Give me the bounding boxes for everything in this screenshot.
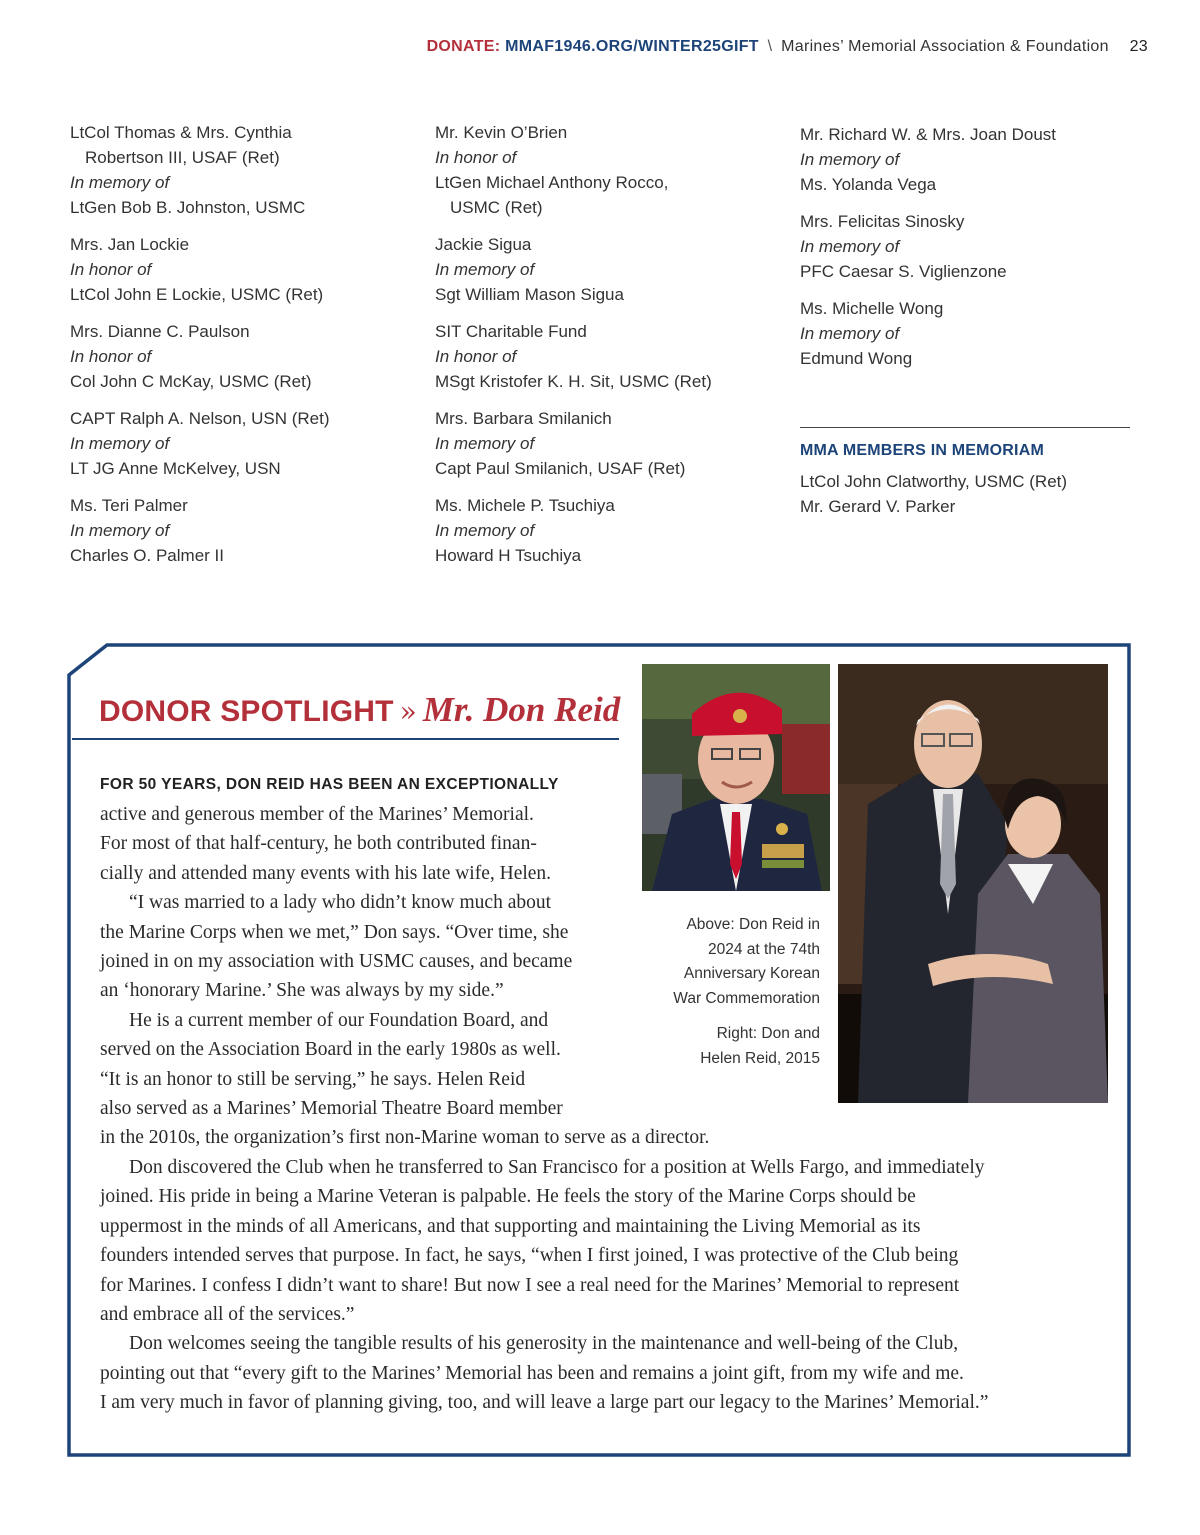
tribute-type: In memory of (800, 150, 900, 169)
donor-name: Mr. Kevin O’Brien (435, 123, 568, 142)
memoriam-list (800, 469, 1067, 519)
memoriam-name: LtCol John Clatworthy, USMC (Ret) (800, 472, 1068, 491)
article-line: For most of that half-century, he both contributed finan- (100, 833, 537, 855)
photo-caption-right (700, 1022, 820, 1071)
donor-name: Mrs. Barbara Smilanich (435, 409, 612, 428)
article-line: He is a current member of our Foundation Board, and (129, 1009, 549, 1031)
tribute-type: In honor of (70, 347, 152, 366)
article-line: also served as a Marines’ Memorial Theatre Board member (100, 1098, 563, 1120)
article-line: Don welcomes seeing the tangible results of his generosity in the maintenance and well-being of the Club, (129, 1333, 959, 1355)
tribute-type: In memory of (435, 434, 535, 453)
article-line: pointing out that “every gift to the Marines’ Memorial has been and remains a joint gift, from my wife and me. (100, 1362, 964, 1384)
article-line: “It is an honor to still be serving,” he says. Helen Reid (100, 1068, 526, 1090)
memoriam-name: Mr. Gerard V. Parker (800, 497, 956, 516)
spotlight-arrow: » (399, 695, 417, 728)
donor-name: Ms. Michele P. Tsuchiya (435, 496, 615, 515)
donor-name: Jackie Sigua (435, 235, 532, 254)
donor-name: LtCol Thomas & Mrs. Cynthia (70, 123, 292, 142)
tribute-entry (435, 120, 780, 220)
honoree-name: PFC Caesar S. Viglienzone (800, 262, 1007, 281)
article-line: active and generous member of the Marines’ Memorial. (100, 804, 534, 825)
article-line: joined. His pride in being a Marine Veteran is palpable. He feels the story of the Marine Corps should be (100, 1186, 916, 1208)
caption-line: Anniversary Korean (683, 965, 820, 982)
photo-caption-above (673, 913, 820, 1011)
tribute-entry (70, 232, 415, 307)
photo-don-helen-reid-2015 (838, 664, 1108, 1103)
article-line: and embrace all of the services.” (100, 1303, 355, 1325)
tribute-type: In memory of (435, 260, 535, 279)
article-line: Don discovered the Club when he transferred to San Francisco for a position at Wells Fargo, and immediately (129, 1156, 985, 1178)
donor-name: Ms. Michelle Wong (800, 299, 944, 318)
tribute-entry (435, 406, 780, 481)
tribute-entry (800, 122, 1130, 197)
honoree-name: Edmund Wong (800, 349, 913, 368)
tribute-entry (70, 319, 415, 394)
honoree-name: MSgt Kristofer K. H. Sit, USMC (Ret) (435, 372, 712, 391)
tribute-entry (435, 232, 780, 307)
donor-name: Mr. Richard W. & Mrs. Joan Doust (800, 125, 1057, 144)
memoriam-heading: MMA MEMBERS IN MEMORIAM (800, 442, 1044, 459)
tribute-column-3 (800, 122, 1130, 383)
tribute-entry (70, 493, 415, 568)
donate-url-link[interactable]: MMAF1946.ORG/WINTER25GIFT (505, 38, 759, 55)
honoree-name: Col John C McKay, USMC (Ret) (70, 372, 312, 391)
honoree-name: LtCol John E Lockie, USMC (Ret) (70, 285, 324, 304)
tribute-type: In memory of (70, 173, 170, 192)
caption-line: War Commemoration (673, 989, 820, 1007)
tribute-type: In memory of (800, 324, 900, 343)
honoree-name: Charles O. Palmer II (70, 546, 224, 565)
page-header (427, 38, 1148, 56)
tribute-type: In memory of (70, 434, 170, 453)
tribute-type: In memory of (70, 521, 170, 540)
article-line: served on the Association Board in the early 1980s as well. (100, 1039, 561, 1061)
donor-name: CAPT Ralph A. Nelson, USN (Ret) (70, 409, 330, 428)
article-line: founders intended serves that purpose. In fact, he says, “when I first joined, I was protective of the Club being (100, 1245, 959, 1267)
article-line: in the 2010s, the organization’s first non-Marine woman to serve as a director. (100, 1127, 710, 1149)
caption-line: 2024 at the 74th (707, 940, 820, 958)
tribute-type: In honor of (435, 148, 517, 167)
article-line: cially and attended many events with his late wife, Helen. (100, 862, 552, 884)
tribute-entry (435, 319, 780, 394)
article-line: I am very much in favor of planning giving, too, and will leave a large part our legacy to the Marines’ Memorial.” (100, 1392, 989, 1414)
donor-name: SIT Charitable Fund (435, 322, 587, 341)
spotlight-title-rule (72, 738, 619, 740)
spotlight-title (99, 690, 620, 730)
honoree-name: LtGen Bob B. Johnston, USMC (70, 198, 306, 217)
donor-name: Ms. Teri Palmer (70, 496, 188, 515)
tribute-type: In memory of (435, 521, 535, 540)
tribute-column-2 (435, 120, 780, 580)
caption-line: Helen Reid, 2015 (700, 1049, 820, 1067)
honoree-name: LT JG Anne McKelvey, USN (70, 459, 281, 478)
article-line: the Marine Corps when we met,” Don says. “Over time, she (100, 921, 569, 943)
tribute-type: In memory of (800, 237, 900, 256)
page-number: 23 (1129, 38, 1148, 55)
tribute-type: In honor of (435, 347, 517, 366)
donor-name: Mrs. Dianne C. Paulson (70, 322, 250, 341)
article-lead-in: FOR 50 YEARS, DON REID HAS BEEN AN EXCEPTIONALLY (100, 776, 559, 793)
tribute-type: In honor of (70, 260, 152, 279)
tribute-column-1 (70, 120, 415, 580)
article-line: an ‘honorary Marine.’ She was always by my side.” (100, 980, 504, 1002)
article-line: uppermost in the minds of all Americans, and that supporting and maintaining the Living Memorial as its (100, 1215, 921, 1237)
tribute-entry (70, 406, 415, 481)
spotlight-label: DONOR SPOTLIGHT (99, 695, 394, 728)
tribute-entry (800, 296, 1130, 371)
photo-don-reid-2024 (642, 664, 830, 891)
donor-name: Mrs. Jan Lockie (70, 235, 190, 254)
honoree-name: Capt Paul Smilanich, USAF (Ret) (435, 459, 686, 478)
memoriam-divider (800, 427, 1130, 428)
tribute-entry (800, 209, 1130, 284)
spotlight-name: Mr. Don Reid (422, 690, 621, 729)
caption-line: Right: Don and (716, 1025, 820, 1042)
tribute-entry (435, 493, 780, 568)
donate-label: DONATE: (426, 38, 501, 55)
donor-name: Mrs. Felicitas Sinosky (800, 212, 965, 231)
caption-line: Above: Don Reid in (686, 916, 820, 933)
article-line: “I was married to a lady who didn’t know much about (129, 892, 552, 914)
honoree-name: Howard H Tsuchiya (435, 546, 582, 565)
honoree-name: Sgt William Mason Sigua (435, 285, 624, 304)
honoree-name-cont: USMC (Ret) (450, 198, 543, 217)
honoree-name: Ms. Yolanda Vega (800, 175, 937, 194)
honoree-name: LtGen Michael Anthony Rocco, (435, 173, 669, 192)
article-line: for Marines. I confess I didn’t want to share! But now I see a real need for the Marines’ Memorial to represent (100, 1274, 960, 1296)
tribute-entry (70, 120, 415, 220)
header-separator: \ (767, 38, 773, 55)
article-line: joined in on my association with USMC causes, and became (100, 951, 573, 973)
organization-name: Marines’ Memorial Association & Foundation (781, 38, 1109, 55)
donor-name-cont: Robertson III, USAF (Ret) (85, 148, 280, 167)
